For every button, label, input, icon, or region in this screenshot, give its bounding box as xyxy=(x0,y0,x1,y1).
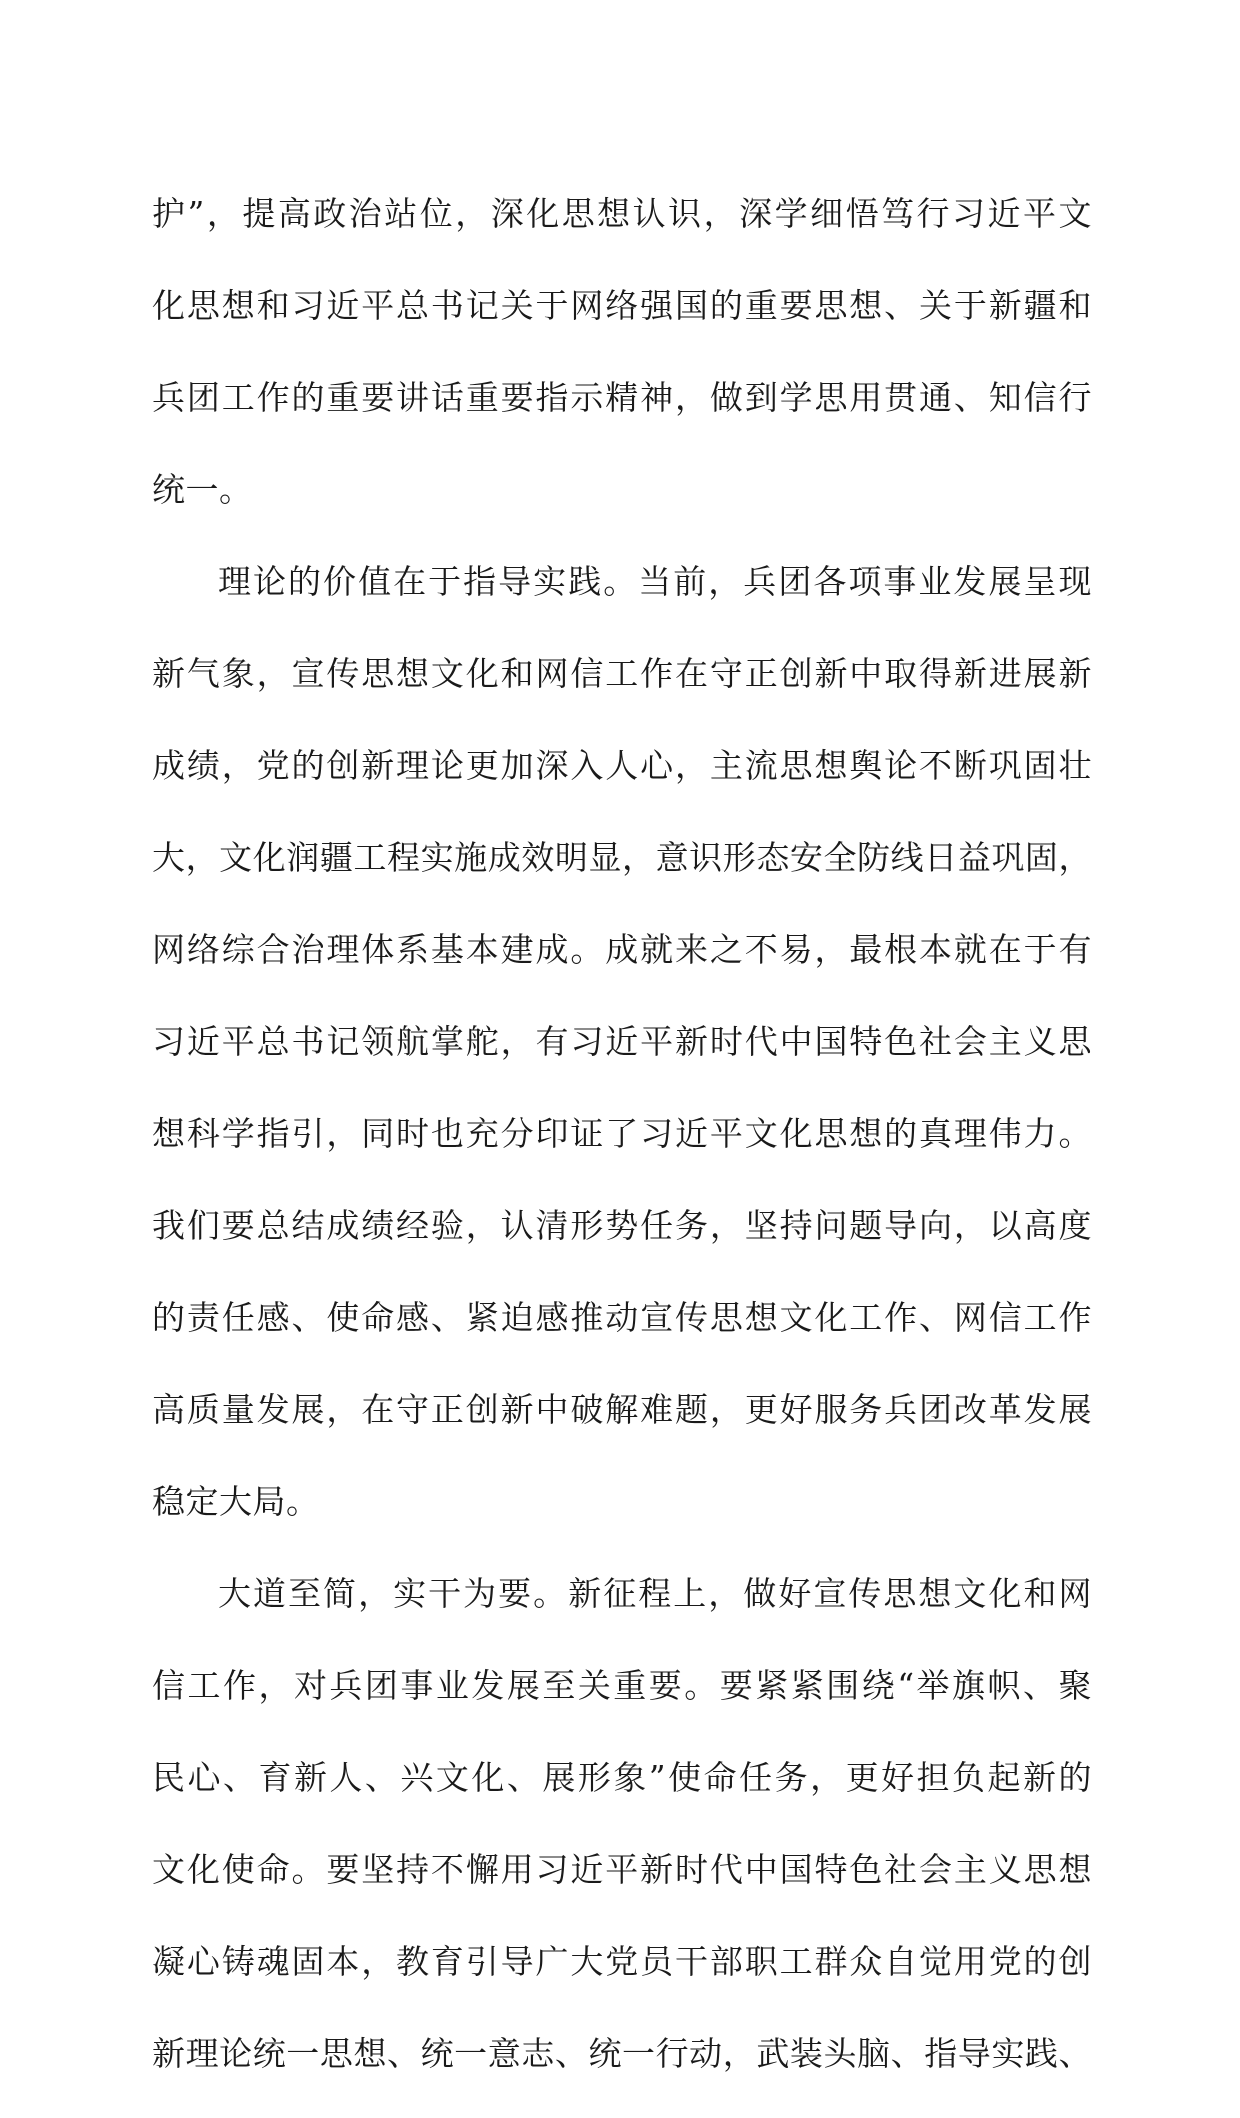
text-line: 护”，提高政治站位，深化思想认识，深学细悟笃行习近平文 xyxy=(152,194,1092,233)
text-line: 我们要总结成绩经验，认清形势任务，坚持问题导向，以高度 xyxy=(152,1206,1092,1245)
text-line: 网络综合治理体系基本建成。成就来之不易，最根本就在于有 xyxy=(152,930,1092,969)
text-line: 文化使命。要坚持不懈用习近平新时代中国特色社会主义思想 xyxy=(152,1850,1092,1889)
text-line: 习近平总书记领航掌舵，有习近平新时代中国特色社会主义思 xyxy=(152,1022,1092,1061)
text-line: 成绩，党的创新理论更加深入人心，主流思想舆论不断巩固壮 xyxy=(152,746,1092,785)
paragraph-first-line: 理论的价值在于指导实践。当前，兵团各项事业发展呈现 xyxy=(218,562,1092,601)
text-line: 新理论统一思想、统一意志、统一行动，武装头脑、指导实践、 xyxy=(152,2034,1092,2073)
text-line: 大，文化润疆工程实施成效明显，意识形态安全防线日益巩固， xyxy=(152,838,1092,877)
text-line: 信工作，对兵团事业发展至关重要。要紧紧围绕“举旗帜、聚 xyxy=(152,1666,1092,1705)
text-line: 想科学指引，同时也充分印证了习近平文化思想的真理伟力。 xyxy=(152,1114,1092,1153)
text-line: 化思想和习近平总书记关于网络强国的重要思想、关于新疆和 xyxy=(152,286,1092,325)
paragraph-first-line: 大道至简，实干为要。新征程上，做好宣传思想文化和网 xyxy=(218,1574,1092,1613)
text-line: 高质量发展，在守正创新中破解难题，更好服务兵团改革发展 xyxy=(152,1390,1092,1429)
body-text xyxy=(152,186,1092,2118)
text-line: 新气象，宣传思想文化和网信工作在守正创新中取得新进展新 xyxy=(152,654,1092,693)
text-line: 统一。 xyxy=(152,470,253,509)
text-line: 凝心铸魂固本，教育引导广大党员干部职工群众自觉用党的创 xyxy=(152,1942,1092,1981)
text-line: 的责任感、使命感、紧迫感推动宣传思想文化工作、网信工作 xyxy=(152,1298,1092,1337)
text-line: 民心、育新人、兴文化、展形象”使命任务，更好担负起新的 xyxy=(152,1758,1092,1797)
text-line: 稳定大局。 xyxy=(152,1482,320,1521)
text-line: 兵团工作的重要讲话重要指示精神，做到学思用贯通、知信行 xyxy=(152,378,1092,417)
